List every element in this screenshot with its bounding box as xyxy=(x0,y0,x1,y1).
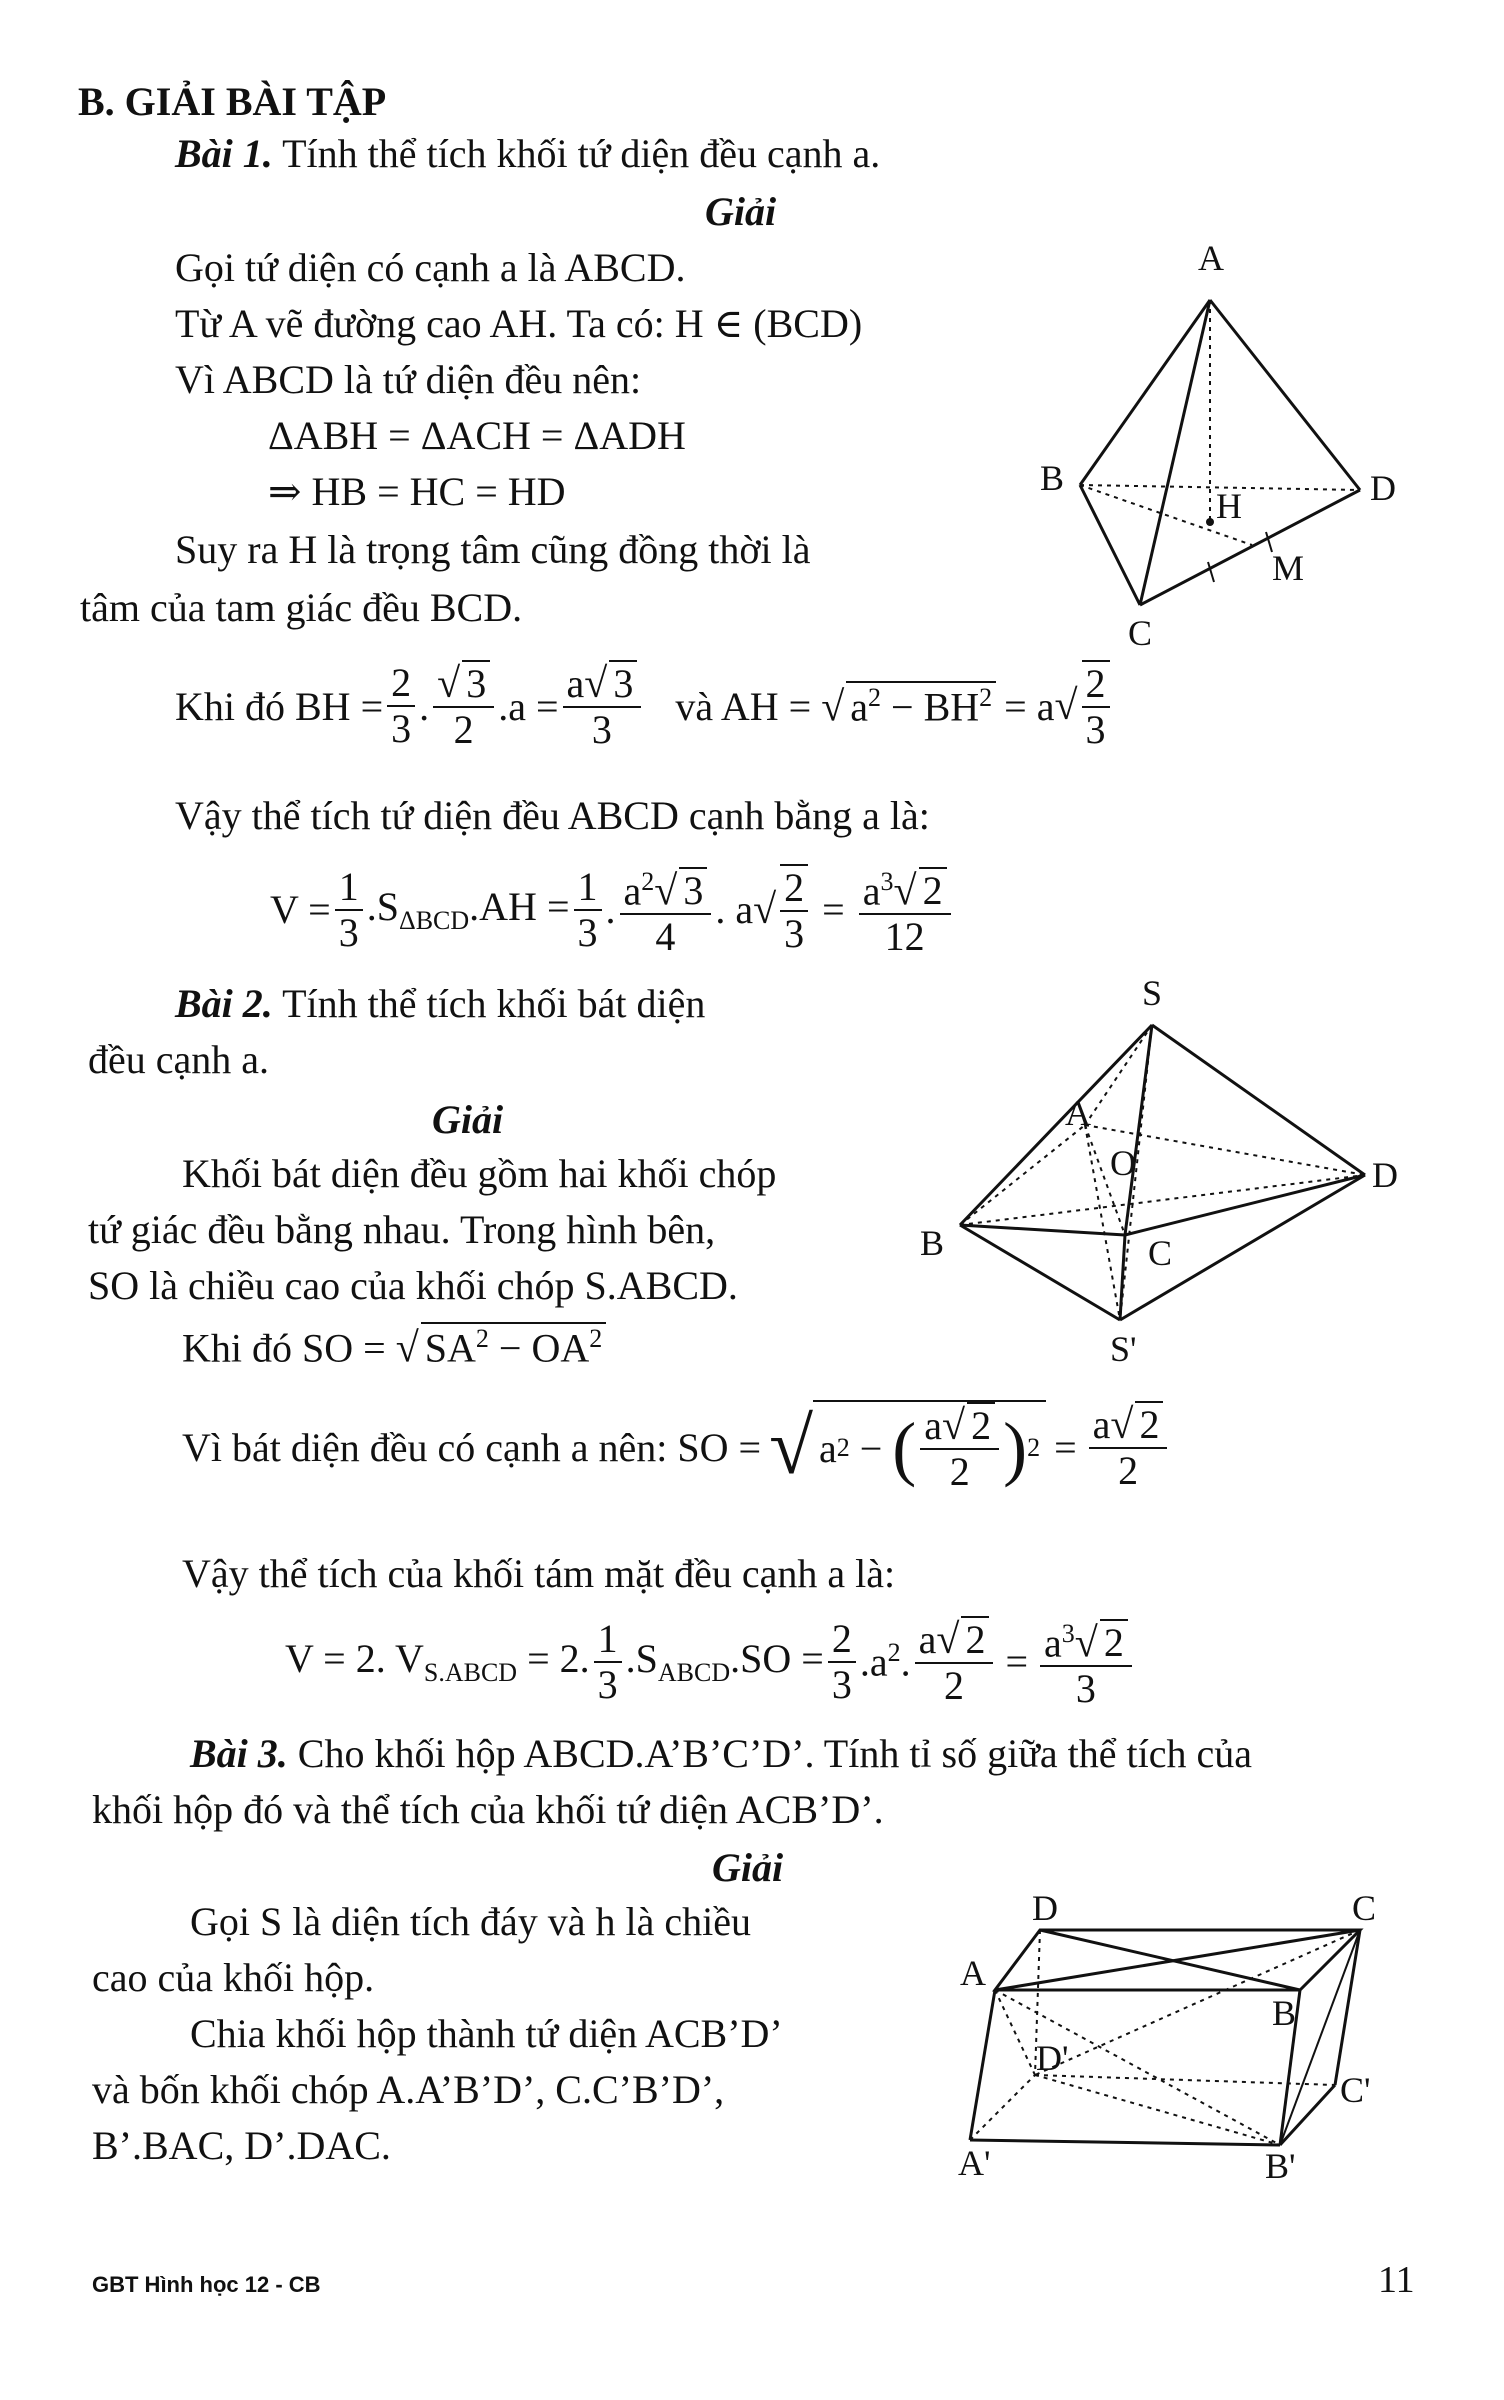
edge-ADp xyxy=(995,1990,1035,2075)
bai2-question-1: Tính thể tích khối bát diện xyxy=(282,981,706,1026)
bai1-line-4: ΔABH = ΔACH = ΔADH xyxy=(268,413,686,458)
section-title: B. GIẢI BÀI TẬP xyxy=(78,79,387,124)
bai3-heading xyxy=(190,1730,1252,1778)
label-H: H xyxy=(1216,486,1242,526)
bai3-line-2: cao của khối hộp. xyxy=(92,1955,375,2000)
label-B: B xyxy=(1272,1993,1297,2033)
label-C: C xyxy=(1128,613,1153,653)
parallelepiped-figure xyxy=(940,1890,1410,2180)
bai1-bh-formula: Khi đó BH = $\frac{2}{3}$ . $\frac{√ 3}{2}$ .a = $\frac{a√ 3}{3}$ và AH = √ $a^2 - BH^2$ = a √ $\frac{2}{3}$ xyxy=(175,660,1114,752)
bai2-so-formula: Khi đó SO = √ $SA^2 - OA^2$ xyxy=(182,1322,606,1372)
ah-lead: và AH = xyxy=(675,683,812,729)
bai1-line-7: tâm của tam giác đều BCD. xyxy=(80,585,523,630)
frac-sqrt3-2: $\frac{√ 3}{2}$ xyxy=(433,660,494,752)
edge-BA xyxy=(960,1125,1085,1225)
tetrahedron-figure xyxy=(1040,240,1420,660)
bai3-question-1: Cho khối hộp ABCD.A’B’C’D’. Tính tỉ số giữa thể tích của xyxy=(297,1731,1253,1776)
bai3-line-1: Gọi S là diện tích đáy và h là chiều xyxy=(190,1899,751,1944)
label-M: M xyxy=(1272,548,1305,588)
frac-asqrt3-3: $\frac{a√ 3}{3}$ xyxy=(563,660,642,752)
bai1-line-1: Gọi tứ diện có cạnh a là ABCD. xyxy=(175,245,686,290)
edge-CBp xyxy=(1280,1930,1360,2145)
label-Dprime: D' xyxy=(1036,2038,1069,2078)
tick-2 xyxy=(1208,562,1214,582)
label-Sprime: S' xyxy=(1110,1329,1137,1369)
edge-AB xyxy=(1080,300,1210,485)
label-A: A xyxy=(1065,1093,1091,1133)
label-Aprime: A' xyxy=(958,2143,991,2180)
bai1-conclusion: Vậy thể tích tứ diện đều ABCD cạnh bằng a là: xyxy=(175,793,930,838)
bai1-line-2: Từ A vẽ đường cao AH. Ta có: H ∈ (BCD) xyxy=(175,301,863,346)
bai2-so-value: Vì bát diện đều có cạnh a nên: SO = √ a 2 − ( $\frac{a√ 2}{2}$ ) 2 = $\frac{a√ 2}{2}$ xyxy=(182,1400,1171,1494)
label-D: D xyxy=(1032,1890,1058,1928)
diag-BD xyxy=(960,1175,1365,1225)
bai1-question: Tính thể tích khối tứ diện đều cạnh a. xyxy=(282,131,881,176)
label-Bprime: B' xyxy=(1265,2146,1296,2180)
bai2-line-3: SO là chiều cao của khối chóp S.ABCD. xyxy=(88,1263,738,1308)
bai2-heading xyxy=(175,980,705,1028)
so-lead: Khi đó SO = xyxy=(182,1325,386,1371)
bai1-giai: Giải xyxy=(705,189,777,234)
edge-ApBp xyxy=(970,2140,1280,2145)
edge-BC xyxy=(960,1225,1125,1235)
bai1-line-5: ⇒ HB = HC = HD xyxy=(268,469,566,514)
label-D: D xyxy=(1372,1155,1398,1195)
label-O: O xyxy=(1110,1143,1136,1183)
edge-SC xyxy=(1125,1025,1152,1235)
label-A: A xyxy=(960,1953,986,1993)
diag-DB xyxy=(1040,1930,1300,1990)
bai3-line-5: B’.BAC, D’.DAC. xyxy=(92,2123,391,2168)
point-H xyxy=(1206,518,1214,526)
edge-DpBp xyxy=(1035,2075,1280,2145)
bai2-label: Bài 2. xyxy=(175,981,273,1026)
label-A: A xyxy=(1198,240,1224,278)
so-value-lead: Vì bát diện đều có cạnh a nên: SO = xyxy=(182,1424,762,1470)
octahedron-figure xyxy=(920,975,1400,1375)
bai3-line-3: Chia khối hộp thành tứ diện ACB’D’ xyxy=(190,2011,783,2056)
edge-SB xyxy=(960,1025,1152,1225)
label-Cprime: C' xyxy=(1340,2070,1371,2110)
edge-BpCp xyxy=(1280,2085,1335,2145)
bai2-line-1: Khối bát diện đều gồm hai khối chóp xyxy=(182,1151,777,1196)
edge-CD xyxy=(1140,490,1360,605)
label-S: S xyxy=(1142,975,1163,1013)
edge-CD xyxy=(1125,1175,1365,1235)
edge-BSp xyxy=(960,1225,1120,1320)
bai2-conclusion: Vậy thể tích của khối tám mặt đều cạnh a là: xyxy=(182,1551,896,1596)
bai2-volume-formula: V = 2. $V_{S.ABCD} = 2$. $\frac{1}{3}$ $.S_{ABCD}.SO$ = $\frac{2}{3}$ $.a^2$. $\frac{a√ 2}{2}$ = $\frac{a^3√ 2}{3}$ xyxy=(285,1612,1136,1711)
bai1-volume-formula: V = $\frac{1}{3}$ $.S_{\Delta BCD}.AH$ = $\frac{1}{3}$ . $\frac{a^2√ 3}{4}$ . a √ $\frac{2}{3}$ = $\frac{a^3√ 2}{12}$ xyxy=(270,860,955,959)
bai2-giai: Giải xyxy=(432,1097,504,1142)
bh-lead: Khi đó BH = xyxy=(175,683,384,729)
bai2-question-2: đều cạnh a. xyxy=(88,1037,270,1082)
label-B: B xyxy=(920,1223,945,1263)
bai3-giai: Giải xyxy=(712,1845,784,1890)
bai1-label: Bài 1. xyxy=(175,131,273,176)
edge-AC xyxy=(1140,300,1210,605)
page-number: 11 xyxy=(1378,2259,1415,2301)
bai1-line-3: Vì ABCD là tứ diện đều nên: xyxy=(175,357,642,402)
diag-AC xyxy=(995,1930,1360,1990)
bai3-label: Bài 3. xyxy=(190,1731,288,1776)
bai3-line-4: và bốn khối chóp A.A’B’D’, C.C’B’D’, xyxy=(92,2067,725,2112)
edge-AD xyxy=(1210,300,1360,490)
label-D: D xyxy=(1370,468,1396,508)
bai1-heading xyxy=(175,130,880,178)
bai2-line-2: tứ giác đều bằng nhau. Trong hình bên, xyxy=(88,1207,716,1252)
bai3-question-2: khối hộp đó và thể tích của khối tứ diện ACB’D’. xyxy=(92,1787,884,1832)
frac-2-3: $\frac{2}{3}$ xyxy=(387,661,415,751)
label-C: C xyxy=(1352,1890,1377,1928)
edge-SD xyxy=(1152,1025,1365,1175)
bai1-line-6: Suy ra H là trọng tâm cũng đồng thời là xyxy=(175,527,811,572)
edge-CDp xyxy=(1035,1930,1360,2075)
label-B: B xyxy=(1040,458,1065,498)
footer-book-title: GBT Hình học 12 - CB xyxy=(92,2272,321,2297)
label-C: C xyxy=(1148,1233,1173,1273)
